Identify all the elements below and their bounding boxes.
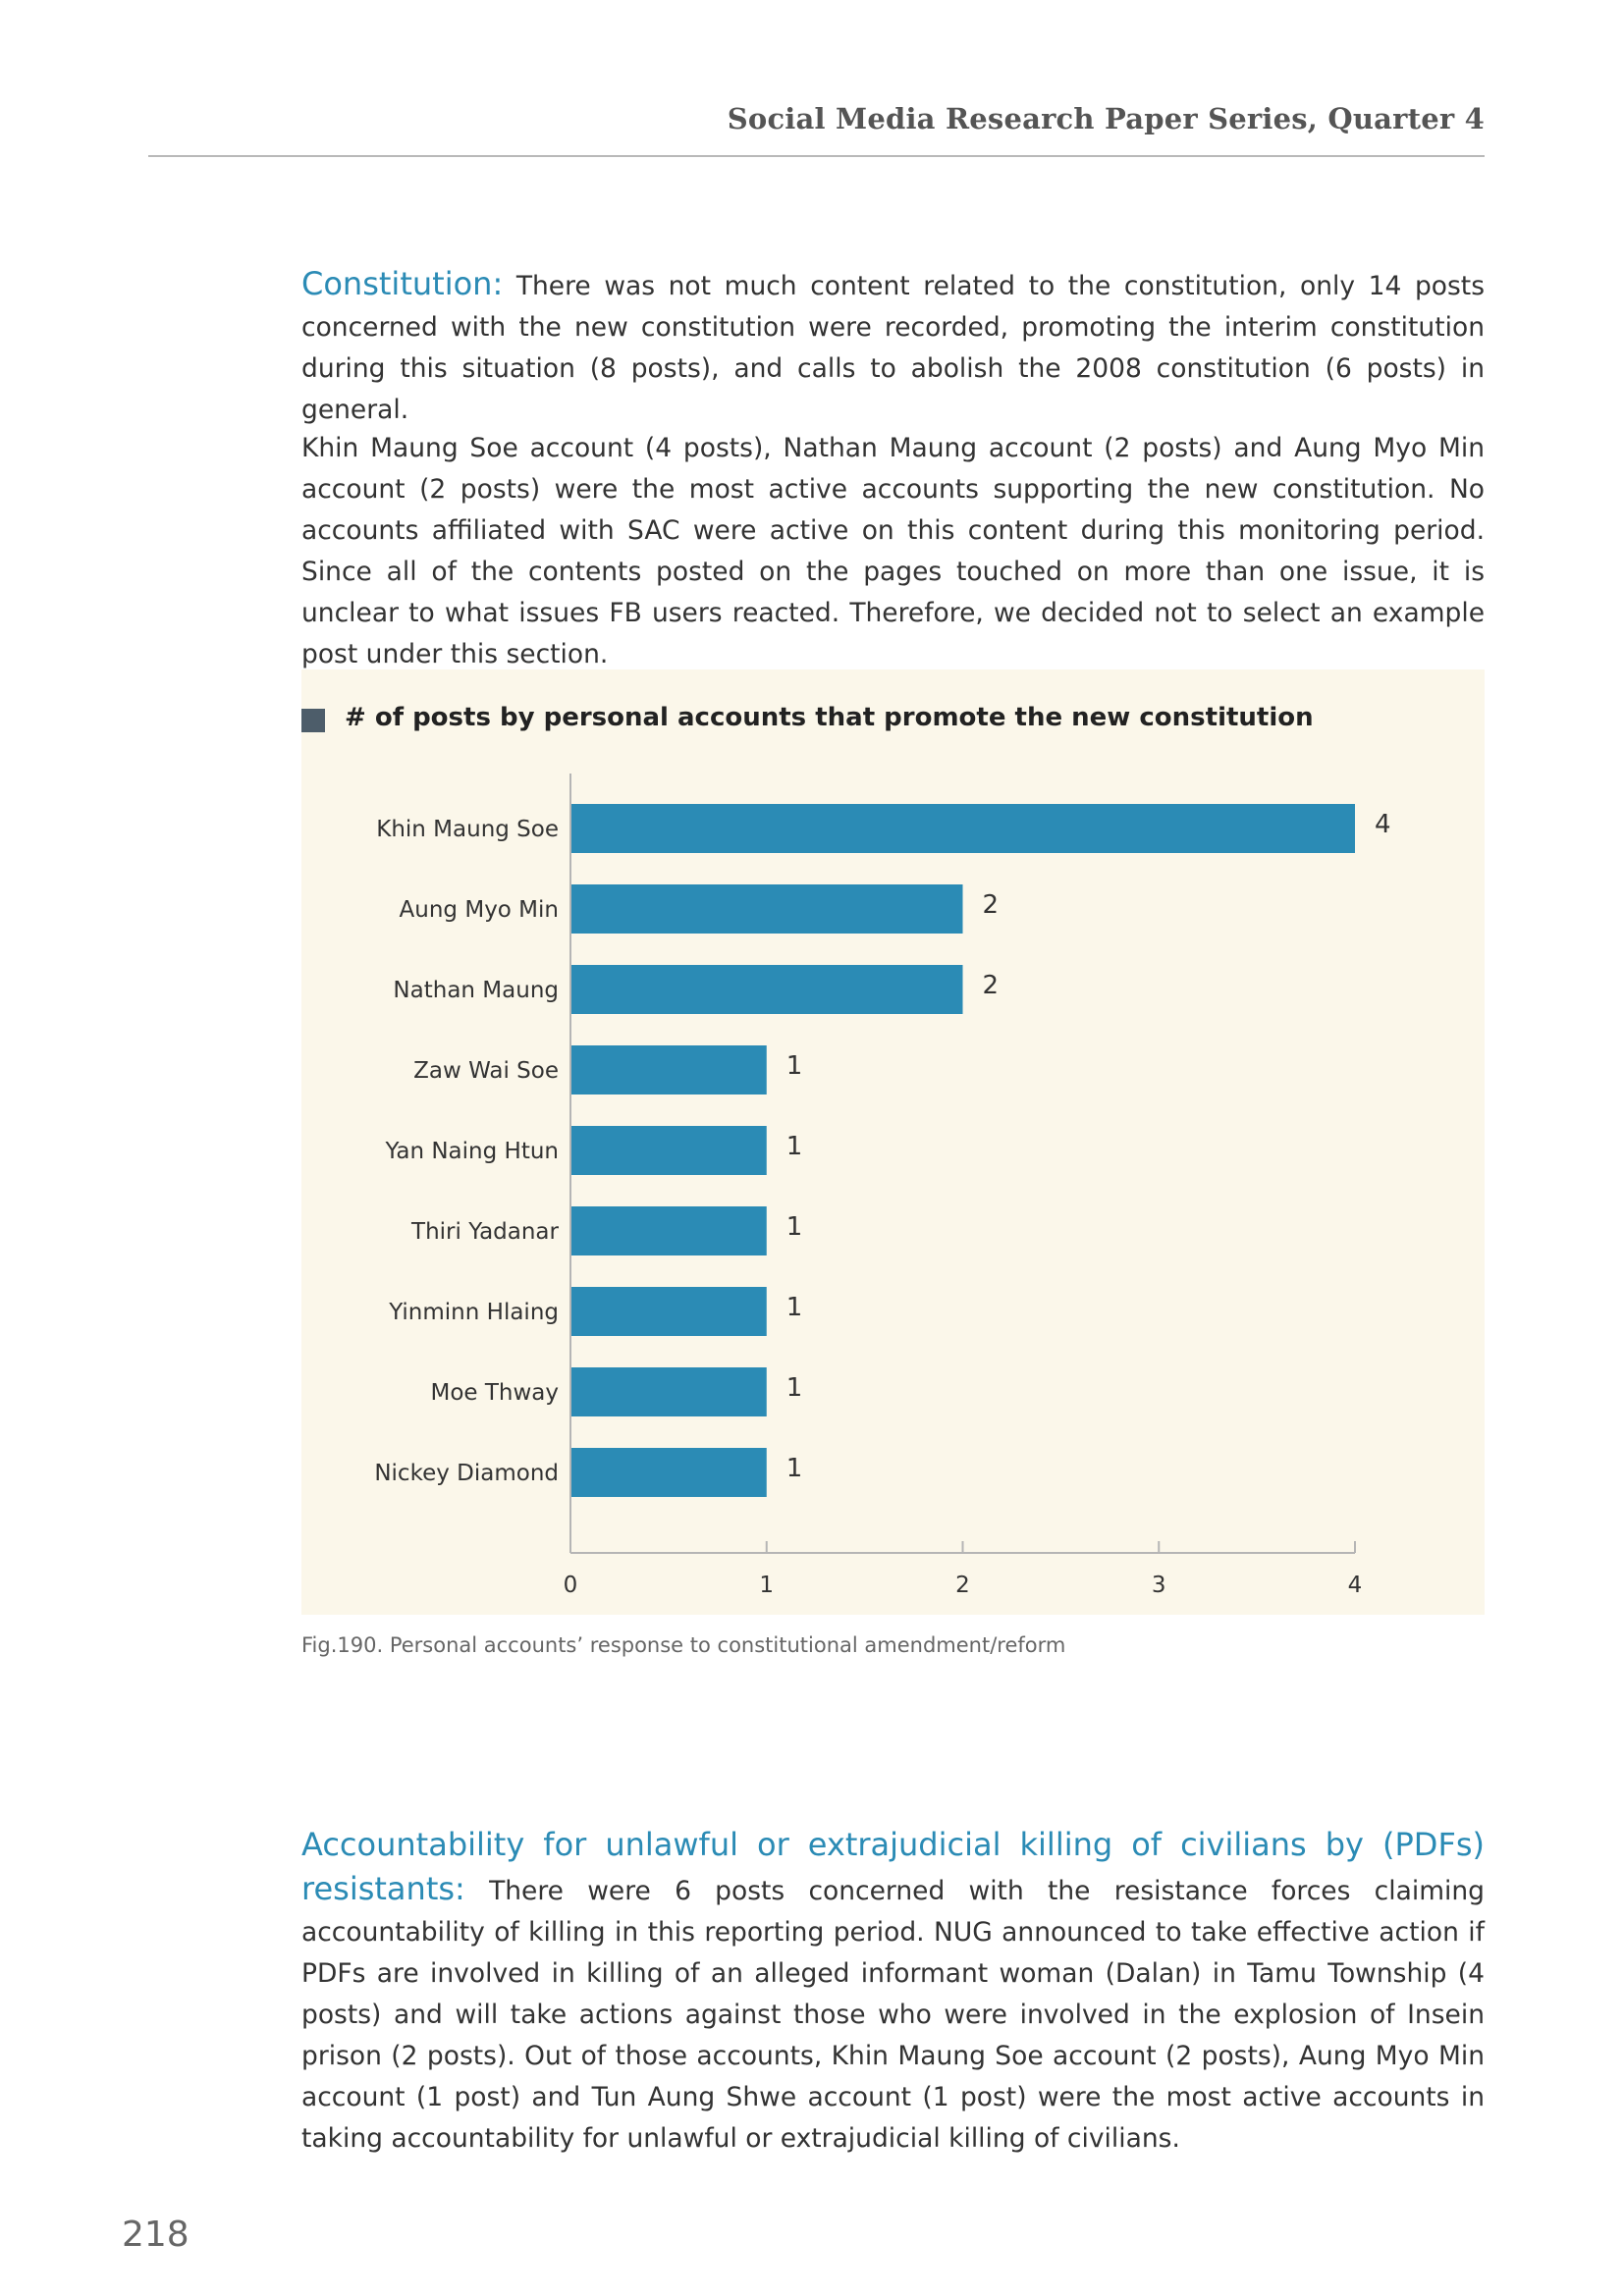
x-tick-label: 3	[1151, 1573, 1166, 1598]
bar-chart	[301, 669, 1485, 1615]
category-label: Moe Thway	[430, 1380, 559, 1406]
bar-value-label: 2	[982, 971, 1000, 1000]
bar-value-label: 1	[785, 1212, 803, 1242]
bar-value-label: 1	[785, 1293, 803, 1322]
bar-value-label: 4	[1375, 810, 1391, 839]
bar	[571, 1448, 767, 1497]
figure-caption: Fig.190. Personal accounts’ response to constitutional amendment/reform	[301, 1633, 1066, 1657]
bar	[571, 1287, 767, 1336]
accountability-heading: Accountability for unlawful or extrajudicial killing of civilians by (PDFs) resistants:	[301, 1826, 1485, 1907]
category-label: Yinminn Hlaing	[389, 1300, 559, 1325]
bar	[571, 1126, 767, 1175]
category-label: Nickey Diamond	[374, 1461, 559, 1486]
bar	[571, 1045, 767, 1095]
x-tick-label: 1	[759, 1573, 775, 1598]
category-label: Aung Myo Min	[399, 897, 559, 923]
category-label: Yan Naing Htun	[385, 1139, 559, 1164]
bar	[571, 804, 1355, 853]
bar	[571, 884, 963, 934]
x-tick-label: 4	[1347, 1573, 1363, 1598]
x-tick-label: 2	[955, 1573, 970, 1598]
constitution-heading: Constitution:	[301, 265, 504, 302]
accounts-paragraph: Khin Maung Soe account (4 posts), Nathan Maung account (2 posts) and Aung Myo Min account (2 posts) were the most active accounts supporting the new constitution. No accounts affiliated with SAC were active on this content during this monitoring period. Since all of the contents posted on the pages touched on more than one issue, it is unclear to what issues FB users reacted. Therefore, we decided not to select an example post under this section.	[301, 433, 1485, 669]
running-header: Social Media Research Paper Series, Quarter 4	[727, 102, 1485, 135]
bar-value-label: 1	[785, 1373, 803, 1403]
header-rule	[148, 155, 1485, 157]
category-label: Thiri Yadanar	[411, 1219, 559, 1245]
bar	[571, 1206, 767, 1255]
constitution-paragraph	[301, 263, 1485, 431]
bar	[571, 965, 963, 1014]
bar	[571, 1367, 767, 1416]
constitution-text: There was not much content related to the constitution, only 14 posts concerned with the new constitution were recorded, promoting the interim constitution during this situation (8 posts), and calls to abolish the 2008 constitution (6 posts) in general.	[301, 271, 1485, 425]
accountability-paragraph	[301, 1824, 1485, 2160]
category-label: Nathan Maung	[393, 978, 559, 1003]
x-tick-label: 0	[563, 1573, 578, 1598]
bar-value-label: 1	[785, 1132, 803, 1161]
bar-value-label: 1	[785, 1454, 803, 1483]
chart-panel	[301, 669, 1485, 1615]
chart-title: # of posts by personal accounts that promote the new constitution	[345, 703, 1314, 732]
category-label: Khin Maung Soe	[376, 817, 559, 842]
bar-value-label: 1	[785, 1051, 803, 1081]
page-number: 218	[122, 2215, 189, 2255]
bar-value-label: 2	[982, 890, 1000, 920]
category-label: Zaw Wai Soe	[413, 1058, 559, 1084]
accountability-text: There were 6 posts concerned with the resistance forces claiming accountability of killing in this reporting period. NUG announced to take effective action if PDFs are involved in killing of an alleged informant woman (Dalan) in Tamu Township (4 posts) and will take actions against those who were involved in the explosion of Insein prison (2 posts). Out of those accounts, Khin Maung Soe account (2 posts), Aung Myo Min account (1 post) and Tun Aung Shwe account (1 post) were the most active accounts in taking accountability for unlawful or extrajudicial killing of civilians.	[301, 1876, 1485, 2154]
